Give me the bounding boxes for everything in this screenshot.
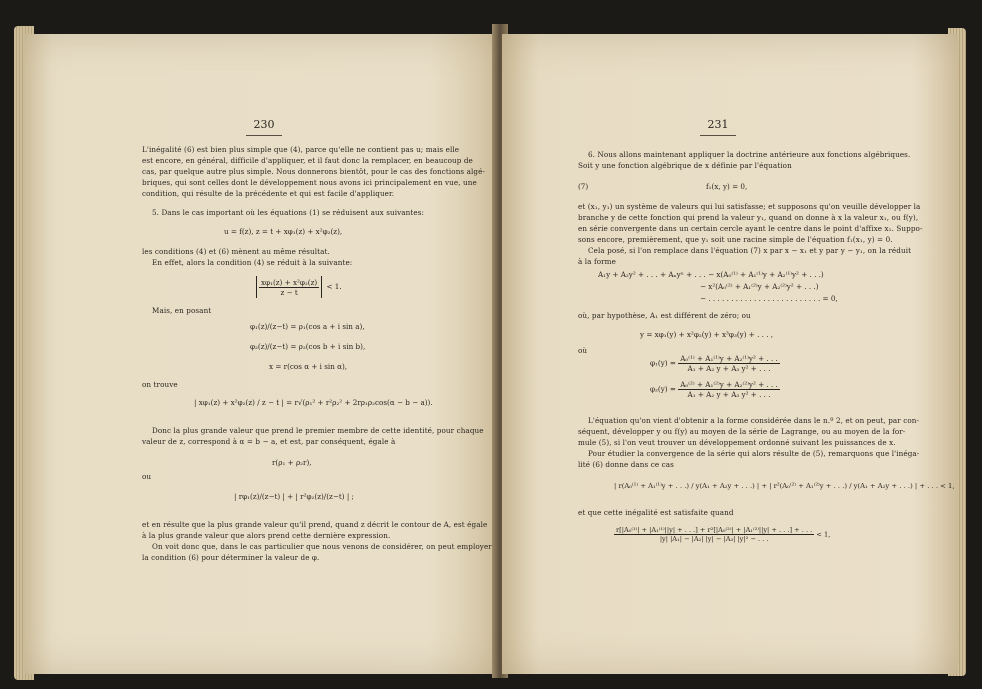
fraction-denominator: A₁ + A₂ y + A₃ y² + . . .	[687, 390, 771, 399]
text-line: briques, qui sont celles dont le développement nous avons ici principalement en vue, une	[142, 178, 477, 187]
equation-lhs: φ₂(y) =	[650, 384, 676, 394]
text-line: L'équation qu'on vient d'obtenir a la forme considérée dans le n.º 2, et on peut, par con-	[588, 416, 920, 425]
text-line: et en résulte que la plus grande valeur qu'il prend, quand z décrit le contour de A, est égale	[142, 520, 488, 529]
equation: f₁(x, y) = 0,	[706, 182, 748, 191]
text-line: en série convergente dans un certain cercle ayant le centre dans le point d'affixe x₁. Suppo-	[578, 224, 923, 233]
equation: − x²(A₀⁽²⁾ + A₁⁽²⁾y + A₂⁽²⁾y² + . . .)	[700, 282, 819, 291]
text-line: à la plus grande valeur que alors prend cette dernière expression.	[142, 531, 391, 540]
inequality-rhs: < 1.	[326, 282, 342, 291]
equation-inequality	[254, 276, 342, 298]
page-number-rule	[700, 135, 736, 136]
text-line: lité (6) donne dans ce cas	[578, 460, 674, 469]
text-line: ou	[142, 472, 152, 481]
fraction-numerator: xφ₁(z) + x²φ₂(z)	[261, 277, 318, 287]
equation: y = xφ₁(y) + x²φ₂(y) + x³φ₃(y) + . . . ,	[640, 330, 774, 339]
text-line: Soit y une fonction algébrique de x définie par l'équation	[578, 161, 792, 170]
equation: | r(A₀⁽¹⁾ + A₁⁽¹⁾y + . . .) / y(A₁ + A₂y + . . .) | + | r²(A₀⁽²⁾ + A₁⁽²⁾y + . . .) / y(A₁ + A₂y + . . .) | + . . . < 1,	[614, 482, 955, 490]
text-line: cas, par quelque autre plus simple. Nous donnerons bientôt, pour le cas des fonctions algé-	[142, 167, 485, 176]
left-page	[24, 34, 500, 674]
text-line: En effet, alors la condition (4) se réduit à la suivante:	[152, 258, 353, 267]
fraction-denominator: z − t	[280, 287, 298, 297]
equation: φ₂(z)/(z−t) = ρ₂(cos b + i sin b),	[250, 342, 366, 351]
text-line: Cela posé, si l'on remplace dans l'équation (7) x par x − x₁ et y par y − y₁, on la réduit	[588, 246, 912, 255]
text-line: séquent, développer y ou f(y) au moyen de la série de Lagrange, ou au moyen de la for-	[578, 427, 906, 436]
equation-phi2	[650, 380, 780, 399]
fraction-numerator: r[|A₀⁽¹⁾| + |A₁⁽¹⁾||y| + . . .] + r²[|A₀⁽²⁾| + |A₁⁽²⁾||y| + . . .] + . . .	[616, 526, 813, 534]
text-line: condition, qui résulte de la précédente et qui est facile d'appliquer.	[142, 189, 395, 198]
text-line: la condition (6) pour déterminer la valeur de φ.	[142, 553, 320, 562]
equation: − . . . . . . . . . . . . . . . . . . . . . . . . . = 0,	[700, 294, 838, 303]
text-line: sons encore, premièrement, que y₁ soit une racine simple de l'équation f₁(x₁, y) = 0.	[578, 235, 893, 244]
text-line: où, par hypothèse, A₁ est différent de zéro; ou	[578, 311, 751, 320]
equation: | xφ₁(z) + x²φ₂(z) / z − t | = r√(ρ₁² + r²ρ₂² + 2rρ₁ρ₂cos(α − b − a)).	[194, 398, 433, 407]
fraction-numerator: A₀⁽²⁾ + A₁⁽²⁾y + A₂⁽²⁾y² + . . .	[680, 380, 778, 389]
text-line: On voit donc que, dans le cas particulier que nous venons de considérer, on peut employer	[152, 542, 492, 551]
text-line: les conditions (4) et (6) mènent au même résultat.	[142, 247, 330, 256]
fraction-denominator: |y| |A₁| − |A₂| |y| − |A₃| |y|² − . . .	[659, 535, 769, 543]
page-number-rule	[246, 135, 282, 136]
text-line: où	[578, 346, 588, 355]
equation-final	[614, 526, 830, 543]
equation-label: (7)	[578, 182, 589, 191]
right-page	[502, 34, 958, 674]
equation-phi1	[650, 354, 780, 373]
page-number: 231	[707, 118, 729, 131]
text-line: mule (5), si l'on veut trouver un développement ordonné suivant les puissances de x.	[578, 438, 896, 447]
text-line: Pour étudier la convergence de la série qui alors résulte de (5), remarquons que l'inéga-	[588, 449, 920, 458]
text-line: Donc la plus grande valeur que prend le premier membre de cette identité, pour chaque	[152, 426, 484, 435]
text-line: et (x₁, y₁) un système de valeurs qui lui satisfasse; et supposons qu'on veuille développer la	[578, 202, 921, 211]
open-book	[14, 24, 968, 672]
text-line: 5. Dans le cas important où les équations (1) se réduisent aux suivantes:	[152, 208, 425, 217]
equation: | rφ₁(z)/(z−t) | + | r²φ₂(z)/(z−t) | ;	[234, 492, 354, 501]
page-number: 230	[253, 118, 275, 131]
text-line: L'inégalité (6) est bien plus simple que (4), parce qu'elle ne contient pas u; mais elle	[142, 145, 460, 154]
text-line: est encore, en général, difficile d'appliquer, et il faut donc la remplacer, en beaucoup de	[142, 156, 473, 165]
text-line: Mais, en posant	[152, 306, 212, 315]
equation-lhs: φ₁(y) =	[650, 358, 676, 368]
equation: r(ρ₁ + ρ₂r),	[272, 458, 312, 467]
text-line: valeur de z, correspond à α = b − a, et est, par conséquent, égale à	[142, 437, 396, 446]
text-line: 6. Nous allons maintenant appliquer la doctrine antérieure aux fonctions algébriques.	[588, 150, 911, 159]
equation: x = r(cos α + i sin α),	[269, 362, 348, 371]
text-line: et que cette inégalité est satisfaite quand	[578, 508, 734, 517]
equation: φ₁(z)/(z−t) = ρ₁(cos a + i sin a),	[250, 322, 365, 331]
equation: A₁y + A₂y² + . . . + Aₙyⁿ + . . . − x(A₀⁽¹⁾ + A₁⁽¹⁾y + A₂⁽¹⁾y² + . . .)	[598, 270, 824, 279]
text-line: branche y de cette fonction qui prend la valeur y₁, quand on donne à x la valeur x₁, ou f(y),	[578, 213, 919, 222]
text-line: à la forme	[578, 257, 616, 266]
fraction-numerator: A₀⁽¹⁾ + A₁⁽¹⁾y + A₂⁽¹⁾y² + . . .	[680, 354, 778, 363]
fraction-denominator: A₁ + A₂ y + A₃ y² + . . .	[687, 364, 771, 373]
equation: u = f(z), z = t + xφ₁(z) + x²φ₂(z),	[224, 227, 343, 236]
text-line: on trouve	[142, 380, 178, 389]
inequality-rhs: < 1,	[816, 530, 831, 539]
